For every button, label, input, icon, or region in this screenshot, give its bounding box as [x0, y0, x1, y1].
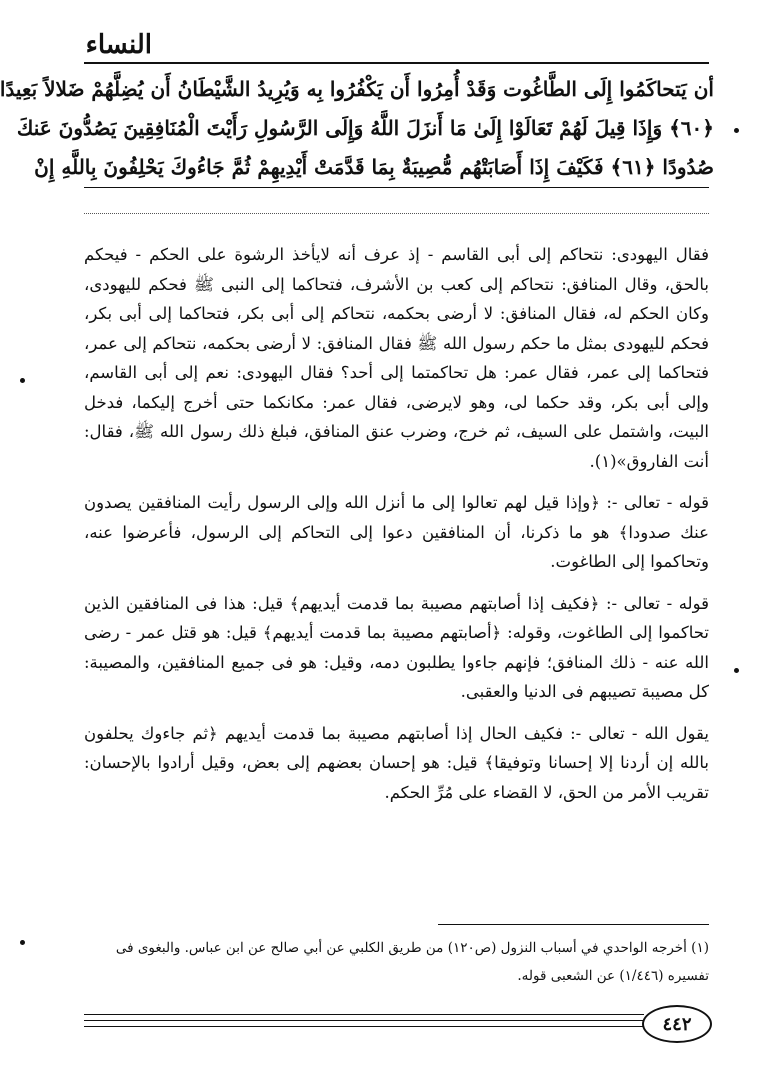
verse-separator	[84, 187, 709, 188]
footer-rule	[84, 1020, 644, 1021]
footnote-line: (١) أخرجه الواحدي في أسباب النزول (ص١٢٠) من طريق الكلبي عن أبي صالح عن ابن عباس. والبغوى فى	[115, 940, 709, 956]
commentary-paragraph: فقال اليهودى: نتحاكم إلى أبى القاسم - إذ عرف أنه لايأخذ الرشوة على الحكم - فيحكم بالحق، وقال المنافق: نتحاكم إلى كعب بن الأشرف، فتحاكما إلى النبى ﷺ فحكم لليهودى، وكان الحكم له، فقال المنافق: لا أرضى بحكمه، نتحاكم إلى أبى بكر، فتحاكما إلى أبى بكر، فحكم لليهودى بمثل ما حكم رسول الله ﷺ فقال المنافق: لا أرضى بحكمه، نتحاكم إلى عمر، فتحاكما إلى عمر، فقال عمر: هل تحاكمتما إلى أحد؟ فقال اليهودى: نعم إلى أبى القاسم، وإلى أبى بكر، وقد حكما لى، وهو لايرضى، فقال عمر: مكانكما حتى أخرج إليكما، فدخل البيت، واشتمل على السيف، ثم خرج، وضرب عنق المنافق، فبلغ ذلك رسول الله ﷺ، فقال: أنت الفاروق»(١).	[84, 245, 709, 471]
margin-mark	[20, 940, 25, 945]
verse-line: ﴿٦٠﴾ وَإِذَا قِيلَ لَهُمْ تَعَالَوْا إِلَىٰ مَا أَنزَلَ اللَّهُ وَإِلَى الرَّسُولِ رَأَيْتَ الْمُنَافِقِينَ يَصُدُّونَ عَنكَ	[16, 116, 714, 140]
footnote-rule	[438, 924, 709, 925]
footer-rule	[84, 1026, 644, 1027]
footnote-line: تفسيره (١/٤٤٦) عن الشعبى قوله.	[517, 968, 709, 984]
margin-mark	[734, 668, 739, 673]
header-rule	[84, 62, 709, 64]
page-number: ٤٤٢	[642, 1005, 712, 1043]
quran-verses	[0, 70, 714, 187]
commentary-paragraph: قوله - تعالى -: ﴿وإذا قيل لهم تعالوا إلى ما أنزل الله وإلى الرسول رأيت المنافقين يصدون عنك صدودا﴾ هو ما ذكرنا، أن المنافقين دعوا إلى التحاكم إلى الرسول، فأعرضوا عنه، وتحاكموا إلى الطاغوت.	[84, 493, 709, 571]
commentary-body	[84, 240, 709, 819]
verse-dotted-separator	[84, 213, 709, 214]
verse-line: أن يَتحاكَمُوا إِلَى الطَّاغُوت وَقَدْ أُمِرُوا أَن يَكْفُرُوا بِه وَيُرِيدُ الشَّيْطَانُ أَن يُضِلَّهُمْ ضَلالاً بَعِيدًا	[0, 77, 714, 101]
footer-rule	[84, 1014, 644, 1015]
footnote	[84, 934, 709, 990]
commentary-paragraph: قوله - تعالى -: ﴿فكيف إذا أصابتهم مصيبة بما قدمت أيديهم﴾ قيل: هذا فى المنافقين الذين تحاكموا إلى الطاغوت، وقوله: ﴿أصابتهم مصيبة بما قدمت أيديهم﴾ قيل: هو قتل عمر - رضى الله عنه - ذلك المنافق؛ فإنهم جاءوا يطلبون دمه، وقيل: هو فى جميع المنافقين، والمصيبة: كل مصيبة تصيبهم فى الدنيا والعقبى.	[84, 593, 709, 701]
surah-title: النساء	[85, 30, 152, 60]
verse-line: صُدُودًا ﴿٦١﴾ فَكَيْفَ إِذَا أَصَابَتْهُم مُّصِيبَةٌ بِمَا قَدَّمَتْ أَيْدِيهِمْ ثُمَّ جَاءُوكَ يَحْلِفُونَ بِاللَّهِ إِنْ	[34, 155, 714, 179]
margin-mark	[734, 128, 739, 133]
commentary-paragraph: يقول الله - تعالى -: فكيف الحال إذا أصابتهم مصيبة بما قدمت أيديهم ﴿ثم جاءوك يحلفون بالله إن أردنا إلا إحسانا وتوفيقا﴾ قيل: هو إحسان بعضهم إلى بعض، وقيل أرادوا بالإحسان: تقريب الأمر من الحق، لا القضاء على مُرِّ الحكم.	[84, 723, 709, 802]
margin-mark	[20, 378, 25, 383]
